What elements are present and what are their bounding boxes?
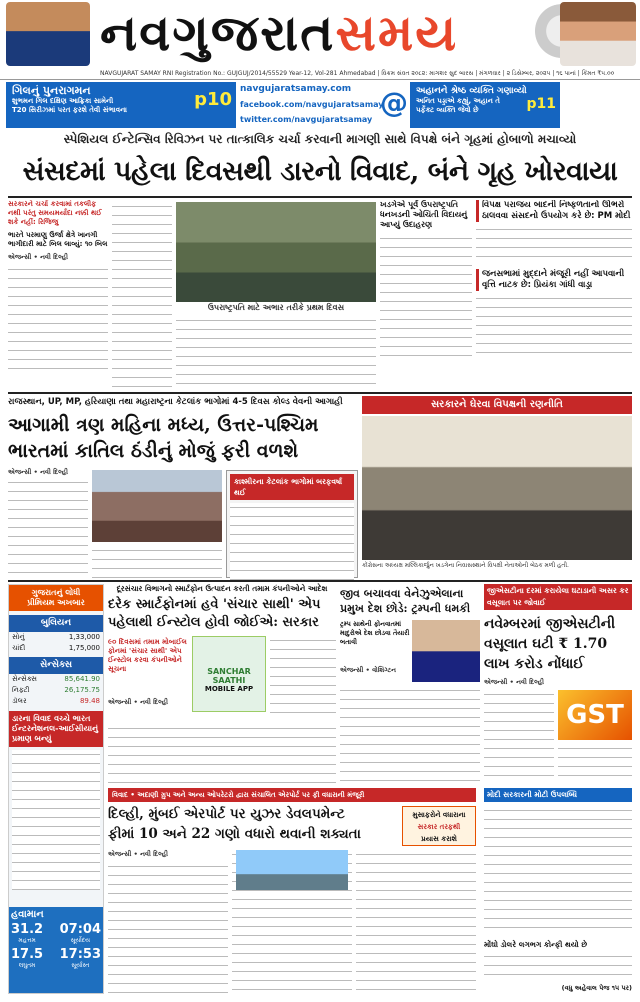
airport-body-3 (356, 850, 476, 994)
gst-body-2 (558, 744, 632, 784)
temp-max: 31.2 (11, 922, 44, 937)
index-value: 26,175.75 (64, 686, 100, 694)
cold-headline-2: ભારતમાં કાતિલ ઠંડીનું મોજું ફરી વળશે (8, 440, 299, 462)
promo-left-sub1: શુભમન ગિલ દક્ષિણ આફ્રિકા સામેની (12, 97, 114, 105)
website-link[interactable]: navgujaratsamay.com (240, 84, 352, 94)
modi-head: વિપક્ષ પરાજય બાદની નિષ્ફળતાનો ઊભરો ઠાલવવા સંસદનો ઉપયોગ કરે છે: PM મોદી (476, 200, 632, 222)
parliament-caption: ઉપરાષ્ટ્રપતિ માટે અભાર તરીકે પ્રથમ દિવસ (207, 303, 345, 312)
index-value: 89.48 (79, 697, 100, 705)
temp-min-block (11, 947, 43, 970)
temp-min-label: લઘુતમ (18, 962, 36, 969)
app-name-1: SANCHAR (207, 667, 251, 676)
venezuela-sub: ટ્રમ્પ સાથેની ફોનવાતમાં માદુરોએ દેશ છોડવા તૈયારી બતાવી (340, 620, 410, 646)
promo-right-page: p11 (526, 96, 556, 112)
airport-side-box (402, 806, 476, 846)
gst-body-1 (484, 690, 554, 784)
at-icon: @ (380, 86, 408, 119)
divider (8, 196, 632, 198)
sanchar-byline: એજન્સી • નવી દિલ્હી (108, 698, 169, 706)
title-part-1: નવગુજરાત (100, 3, 336, 62)
temp-max-block (11, 922, 43, 945)
strategy-caption: કોંગ્રેસના અધ્યક્ષ મલ્લિકાર્જુન ખડગેના નિવાસસ્થાને વિપક્ષી નેતાઓની બેઠક મળી હતી. (362, 562, 569, 569)
sanchar-body-1 (270, 636, 336, 720)
airport-headline-2: ફીમાં 10 અને 22 ગણો વધારો થવાની શક્યતા (108, 826, 361, 842)
left-sidebar (8, 584, 104, 994)
promo-left-title: ગિલનું પુનરાગમન (12, 84, 91, 97)
sidebar-promo-2: પ્રીમિયમ અખબાર (27, 598, 85, 607)
bullion-title: બુલિયન (9, 615, 103, 632)
promo-right-title: અહાનને શ્રેષ્ઠ વ્યક્તિ ગણાવ્યો (416, 86, 527, 96)
divider (8, 580, 632, 582)
sanchar-fact: ૯૦ દિવસમાં તમામ મોબાઈલ ફોનમાં 'સંચાર સાથી' એપ ઈન્સ્ટોલ કરવા કંપનીઓને સૂચના (108, 638, 187, 673)
airport-byline: એજન્સી • નવી દિલ્હી (108, 850, 169, 858)
gst-image: GST (558, 690, 632, 740)
promo-right-box (410, 82, 560, 128)
sidebar-story-head: ડારના વિવાદ વચ્ચે ભારત ઈન્ટરનેશનલ-આઈસીયાનું પ્રમાણ બન્યું (9, 711, 103, 747)
cold-headline-1: આગામી ત્રણ મહિના મધ્ય, ઉત્તર-પશ્ચિમ (8, 414, 319, 436)
airport-strip: વિવાદ • અદાણી ગ્રુપ અને અન્ય ઓપરેટરો દ્વારા સંચાલિત એરપોર્ટ પર ફી વધારાની મંજૂરી (108, 788, 476, 802)
lead-kicker: સ્પેશિયલ ઈન્ટેન્સિવ રિવિઝન પર તાત્કાલિક ચર્ચા કરવાની માગણી સાથે વિપક્ષે બંને ગૃહમાં હોબાળો મચાવ્યો (63, 132, 577, 146)
sanchar-app-promo (192, 636, 266, 712)
sunrise-block (60, 922, 101, 945)
priyanka-head: જનસભામાં મુદ્દાને મંજૂરી નહીં આપવાની વૃત્તિ નાટક છે: પ્રિયંકા ગાંધી વાડ્રા (476, 269, 632, 291)
weather-row-1 (11, 922, 101, 945)
index-title: સેન્સેક્સ (9, 657, 103, 674)
bullion-row-silver (9, 643, 103, 654)
index-label: સેન્સેક્સ (12, 675, 37, 683)
cold-body-2 (92, 546, 222, 578)
gst-sub-head: મોંઘો ડોલરે લગભગ કોન્ફી થયો છે (484, 940, 588, 949)
sanchar-body-2 (108, 724, 336, 784)
lead-bullet-2: ભારતે પરમાણુ ઉર્જા ક્ષેત્રે ખાનગી ભાગીદારી માટે બિલ લાવ્યું: ૧૦ બિલ (8, 231, 108, 248)
weather-row-2 (11, 947, 101, 970)
index-row (9, 685, 103, 696)
sunrise-label: સૂર્યોદય (70, 937, 91, 944)
app-name-2: SAATHI (212, 676, 246, 685)
airport-photo (236, 850, 348, 890)
strategy-title: સરકારને ઘેરવા વિપક્ષની રણનીતિ (362, 396, 632, 414)
cold-byline: એજન્સી • નવી દિલ્હી (8, 468, 69, 476)
lead-body-col2 (112, 202, 172, 388)
index-row (9, 674, 103, 685)
bullion-value: 1,33,000 (68, 633, 100, 641)
promo-left-page: p10 (194, 89, 232, 110)
weather-title: હવામાન (11, 909, 44, 920)
sidebar-promo-1: ગુજરાતનું લોધી (31, 588, 81, 597)
lead-bullet-1: સરકારને ચર્ચા કરવામાં તકલીફ નથી પરંતુ સમયમર્યાદા નક્કી થઈ શકે નહીં: રિજિજુ (8, 200, 102, 226)
cold-kicker: રાજસ્થાન, UP, MP, હરિયાણા તથા મહારાષ્ટ્રના કેટલાંક ભાગોમાં 4-5 દિવસ કોલ્ડ વેવની આગાહી (8, 397, 343, 407)
cricketer-photo (6, 2, 90, 66)
lead-left-col (8, 200, 108, 390)
kashmir-body (230, 503, 354, 583)
gst-headline-3: લાખ કરોડ નોંધાઈ (484, 656, 585, 672)
gst-box-head: મોદી સરકારની મોટી ઉપલબ્ધિ (484, 788, 632, 802)
kharge-head: ખડગેએ પૂર્વ ઉપરાષ્ટ્રપતિ ધનખડની ઓચિંતી વિદાયનું આપ્યું ઉદાહરણ (380, 200, 468, 229)
promo-left-box (6, 82, 236, 128)
gst-sub-body (484, 952, 632, 982)
continued-note: (વધુ અહેવાલ પેજ ૧૫ પર) (561, 984, 632, 992)
masthead (0, 0, 640, 68)
strategy-photo (362, 416, 632, 560)
sanchar-headline-2: પહેલાથી ઈન્સ્ટોલ હોવી જોઈએ: સરકાર (108, 615, 319, 630)
registration-line: NAVGUJARAT SAMAY RNI Registration No.: GUJGUJ/2014/55529 Year-12, Vol-281 Ahmedabad | વિક્રમ સંવત ૨૦૮૨: માગશર સુદ બારસ | મંગળવાર | ૨ ડિસેમ્બર, ૨૦૨૫ | ૧૬ પાનાં | કિંમત ₹૫.૦૦ (0, 68, 640, 80)
facebook-link[interactable]: facebook.com/navgujaratsamay (240, 100, 384, 109)
index-row (9, 696, 103, 707)
sanchar-kicker: દૂરસંચાર વિભાગનો સ્માર્ટફોન ઉત્પાદન કરતી તમામ કંપનીઓને આદેશ (116, 584, 328, 593)
airport-side-2: સરકાર તરફથી (417, 823, 461, 831)
sidebar-story-body (12, 750, 100, 890)
temp-max-label: મહત્તમ (18, 937, 36, 944)
priyanka-body (476, 294, 632, 354)
airport-headline-1: દિલ્હી, મુંબઈ એરપોર્ટ પર યુઝર ડેવલપમેન્ટ (108, 806, 345, 822)
newspaper-title (100, 2, 530, 64)
index-label: ડૉલર (12, 697, 27, 705)
airport-side-1: મુસાફરોને વધારાના (412, 811, 466, 819)
kharge-body (380, 234, 472, 364)
promo-right[interactable] (410, 82, 560, 128)
sanchar-headline-1: દરેક સ્માર્ટફોનમાં હવે 'સંચાર સાથી' એપ (108, 597, 321, 612)
weather-box (9, 907, 103, 993)
gst-headline-1: નવેમ્બરમાં જીએસટીની (484, 616, 616, 632)
cold-body-1 (8, 478, 88, 578)
twitter-link[interactable]: twitter.com/navgujaratsamay (240, 115, 373, 124)
app-name-3: MOBILE APP (204, 685, 254, 693)
airport-body-1 (108, 862, 228, 994)
bullion-value: 1,75,000 (68, 644, 100, 652)
modi-body (476, 225, 632, 265)
sunset-label: સૂર્યાસ્ત (71, 962, 90, 969)
bullion-label: સોનું (12, 633, 25, 641)
lead-headline: સંસદમાં પહેલા દિવસથી ડારનો વિવાદ, બંને ગૃહ ખોરવાયા (22, 156, 618, 187)
kashmir-box (226, 470, 358, 578)
venezuela-headline-2: પ્રમુખ દેશ છોડે: ટ્રમ્પની ધમકી (340, 602, 471, 615)
gst-byline: એજન્સી • નવી દિલ્હી (484, 678, 545, 686)
venezuela-headline-1: જીવ બચાવવા વેનેઝુએલાના (340, 587, 464, 600)
sunset-block (60, 947, 101, 970)
promo-left-sub2: T20 સિરીઝમાં પરત ફરશે તેવી સંભાવના (12, 106, 128, 114)
promo-left[interactable] (6, 82, 236, 128)
promo-right-sub1: અનિત પડ્ડાએ કહ્યું, અહાન તે (416, 97, 500, 105)
temp-min: 17.5 (11, 947, 44, 962)
gst-kicker: જીએસટીના દરમાં કરાયેલા ઘટાડાની અસર કર વસૂલાત પર જોવાઈ (484, 584, 632, 610)
lead-byline: એજન્સી • નવી દિલ્હી (8, 253, 69, 261)
promo-right-sub2: પર્ફેક્ટ વ્યક્તિ જેવો છે (416, 106, 479, 114)
title-part-2: સમય (335, 3, 459, 62)
gst-headline-2: વસૂલાત ઘટી ₹ 1.70 (484, 636, 608, 652)
lead-body-col3 (176, 316, 376, 386)
modi-col (476, 200, 632, 388)
airport-side-3: પ્રયાસ કરાશે (421, 835, 457, 843)
sunset-time: 17:53 (59, 947, 101, 962)
cold-photo (92, 470, 222, 542)
bullion-label: ચાંદી (12, 644, 26, 652)
trump-photo (412, 620, 480, 682)
kharge-col (380, 200, 472, 388)
promo-social (240, 82, 384, 128)
kashmir-title: કાશ્મીરના કેટલાંક ભાગોમાં બરફવર્ષા થઈ (230, 474, 354, 500)
sidebar-promo (9, 585, 103, 611)
sunrise-time: 07:04 (59, 922, 101, 937)
divider (8, 392, 632, 394)
index-label: નિફ્ટી (12, 686, 30, 694)
venezuela-byline: એજન્સી • વોશિંગ્ટન (340, 666, 396, 674)
index-value: 85,641.90 (64, 675, 100, 683)
actress-photo (560, 2, 636, 66)
lead-body-text (8, 265, 108, 375)
bullion-row-gold (9, 632, 103, 643)
venezuela-body (340, 686, 480, 784)
gst-box-body (484, 806, 632, 936)
parliament-photo (176, 202, 376, 302)
